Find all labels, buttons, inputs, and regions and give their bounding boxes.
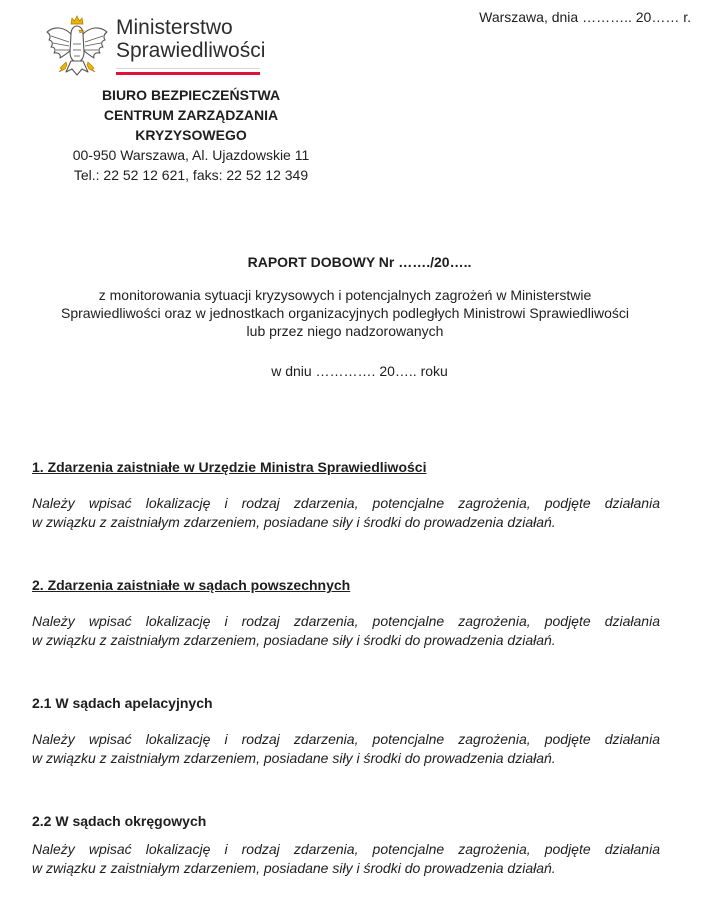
section-2-2-instructions-line2: w związku z zaistniałym zdarzeniem, posiadane siły i środki do prowadzenia działań.: [32, 860, 556, 876]
office-name-line2: CENTRUM ZARZĄDZANIA: [103, 107, 279, 123]
report-day-line: w dniu …………. 20….. roku: [271, 363, 448, 379]
report-description: [30, 286, 660, 340]
flag-red-band: [116, 72, 260, 75]
section-2-heading: 2. Zdarzenia zaistniałe w sądach powszechnych: [32, 577, 351, 593]
office-name-line1: BIURO BEZPIECZEŃSTWA: [101, 87, 281, 103]
section-2-instructions-line2: w związku z zaistniałym zdarzeniem, posiadane siły i środki do prowadzenia działań.: [32, 632, 556, 648]
section-1-instructions-line1: Należy wpisać lokalizację i rodzaj zdarzenia, potencjalne zagrożenia, podjęte działania: [32, 495, 660, 511]
ministry-name: [116, 16, 265, 62]
report-title: RAPORT DOBOWY Nr ……./20…..: [247, 254, 472, 270]
office-address-block: [60, 85, 322, 185]
section-2-1-instructions: [32, 730, 660, 768]
section-1-instructions-line2: w związku z zaistniałym zdarzeniem, posiadane siły i środki do prowadzenia działań.: [32, 514, 556, 530]
ministry-name-line1: Ministerstwo: [116, 16, 233, 39]
section-2-1-instructions-line1: Należy wpisać lokalizację i rodzaj zdarzenia, potencjalne zagrożenia, podjęte działania: [32, 731, 660, 747]
office-name-line3: KRYZYSOWEGO: [135, 127, 247, 143]
ministry-flag-rule: [116, 68, 260, 75]
section-1-instructions: [32, 494, 660, 532]
eagle-emblem-icon: [44, 12, 110, 80]
office-phone: Tel.: 22 52 12 621, faks: 22 52 12 349: [73, 167, 309, 183]
flag-white-band: [116, 68, 260, 71]
section-2-2-heading: 2.2 W sądach okręgowych: [32, 813, 207, 829]
date-line: Warszawa, dnia ……….. 20…… r.: [479, 9, 691, 25]
section-2-instructions-line1: Należy wpisać lokalizację i rodzaj zdarzenia, potencjalne zagrożenia, podjęte działania: [32, 613, 660, 629]
report-description-line2: Sprawiedliwości oraz w jednostkach organizacyjnych podległych Ministrowi Sprawiedliwości: [60, 305, 630, 321]
report-description-line3: lub przez niego nadzorowanych: [246, 323, 444, 339]
section-1-heading: 1. Zdarzenia zaistniałe w Urzędzie Ministra Sprawiedliwości: [32, 459, 427, 475]
section-2-1-instructions-line2: w związku z zaistniałym zdarzeniem, posiadane siły i środki do prowadzenia działań.: [32, 750, 556, 766]
report-description-line1: z monitorowania sytuacji kryzysowych i potencjalnych zagrożeń w Ministerstwie: [98, 287, 592, 303]
section-2-2-instructions: [32, 840, 660, 878]
section-2-1-heading: 2.1 W sądach apelacyjnych: [32, 695, 213, 711]
section-2-2-instructions-line1: Należy wpisać lokalizację i rodzaj zdarzenia, potencjalne zagrożenia, podjęte działania: [32, 841, 660, 857]
ministry-name-line2: Sprawiedliwości: [116, 39, 266, 62]
section-2-instructions: [32, 612, 660, 650]
office-address: 00-950 Warszawa, Al. Ujazdowskie 11: [72, 147, 310, 163]
